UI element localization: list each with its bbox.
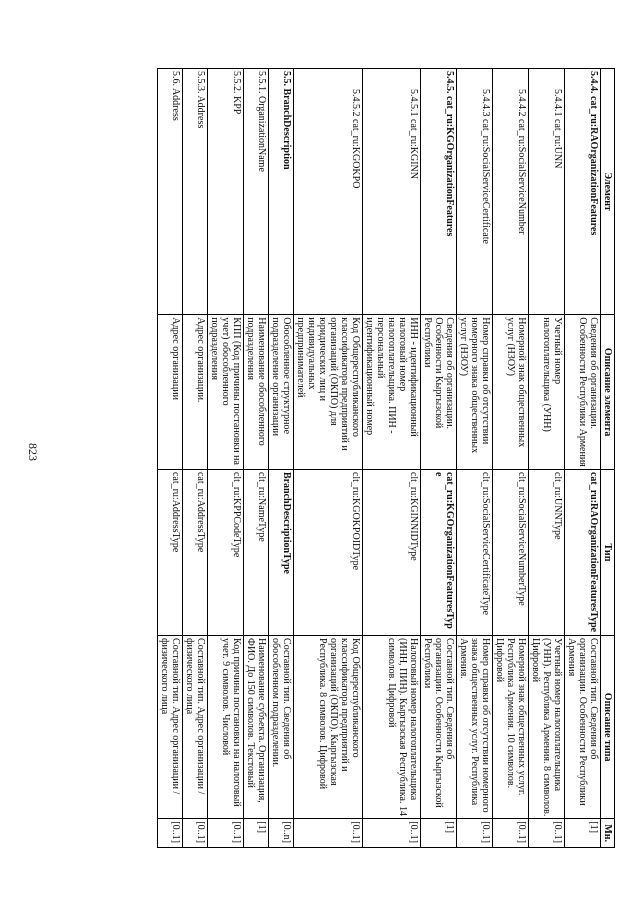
type-name: cat_ru:AddressType [158, 469, 183, 635]
multiplicity: [0..1] [457, 819, 493, 848]
element-description: Учетный номер налогоплательщика (УНН) [529, 315, 565, 470]
type-description: Составной тип. Адрес организации / физического лица [183, 636, 208, 819]
table-row [183, 69, 208, 848]
element-number: 5.5.1. [256, 71, 267, 94]
header-element-description: Описание элемента [601, 315, 615, 470]
type-name: BranchDescriptionType [269, 469, 294, 635]
element-cell [529, 69, 565, 315]
type-name: clt_ru:KGINNIDType [363, 469, 421, 635]
element-description: Номерной знак общественных услуг (НЗОУ) [493, 315, 529, 470]
table-row [294, 69, 363, 848]
type-description: Код Общереспубликанского классификатора предприятий и организаций (ОКПО). Кыргызская Республика. 8 символов. Цифровой [294, 636, 363, 819]
type-description: Номерной знак общественных услуг. Республика Армения. 10 символов. Цифровой [493, 636, 529, 819]
multiplicity: [0..1] [493, 819, 529, 848]
table-row [529, 69, 565, 848]
element-number: 5.4.5.2 [350, 89, 361, 117]
element-name: BranchDescription [281, 88, 292, 170]
element-name: cat_ru:KGOKPO [350, 119, 361, 189]
element-description: Номер справки об отсутствии номерного знака общественных услуг (НЗОУ) [457, 315, 493, 470]
type-name: cat_ru:KGOrganizationFeaturesType [421, 469, 457, 635]
element-description: Наименование обособленного подразделения [244, 315, 269, 470]
header-row [601, 69, 615, 848]
type-name: clt_ru:SocialServiceNumberType [493, 469, 529, 635]
type-name: cat_ru:RAOrganizationFeaturesType [565, 469, 601, 635]
element-cell [183, 69, 208, 315]
type-description: Учетный номер налогоплательщика (УНН). Республика Армения. 8 символов. Цифровой [529, 636, 565, 819]
multiplicity: [0..1] [158, 819, 183, 848]
element-cell [457, 69, 493, 315]
element-name: cat_ru:SocialServiceCertificate [480, 119, 491, 244]
table-row [208, 69, 244, 848]
element-number: 5.6. [170, 71, 181, 86]
multiplicity: [1] [565, 819, 601, 848]
element-cell [269, 69, 294, 315]
type-name: clt_ru:SocialServiceCertificateType [457, 469, 493, 635]
type-name: clt_ru:NameType [244, 469, 269, 635]
header-multiplicity: Мн. [601, 819, 615, 848]
multiplicity: [0..n] [269, 819, 294, 848]
table-row [363, 69, 421, 848]
table-row [244, 69, 269, 848]
multiplicity: [0..1] [294, 819, 363, 848]
type-description: Налоговый номер налогоплательщика (ИНН, ПИН). Кыргызская Республика. 14 символов. Цифровой [363, 636, 421, 819]
table-row [457, 69, 493, 848]
header-element: Элемент [601, 69, 615, 315]
type-name: clt_ru:KPPCodeType [208, 469, 244, 635]
element-name: cat_ru:KGOrganizationFeatures [444, 96, 455, 237]
element-name: OrganizationName [256, 96, 267, 172]
element-name: Address [170, 87, 181, 121]
type-description: Номер справки об отсутствии номерного знака общественных услуг. Республика Армения. [457, 636, 493, 819]
header-type: Тип [601, 469, 615, 635]
element-name: Address [195, 95, 206, 129]
table-row [158, 69, 183, 848]
header-type-description: Описание типа [601, 636, 615, 819]
element-description: Код Общереспубликанского классификатора предприятий и организаций (ОКПО) для юридических лиц и индивидуальных предпринимателей [294, 315, 363, 470]
element-number: 5.4.4.2 [516, 89, 527, 117]
element-description: Сведения об организации. Особенности Республики Армения [565, 315, 601, 470]
type-description: Составной тип. Сведения об организации. Особенности Республики Армения [565, 636, 601, 819]
element-name: KPP [231, 96, 242, 115]
element-name: cat_ru:SocialServiceNumber [516, 119, 527, 235]
element-description: Обособленное структурное подразделение организации [269, 315, 294, 470]
element-name: cat_ru:KGINN [408, 119, 419, 179]
element-cell [158, 69, 183, 315]
spec-table-container [95, 68, 615, 848]
type-name: clt_ru:KGOKPOIDType [294, 469, 363, 635]
element-cell [565, 69, 601, 315]
multiplicity: [0..1] [363, 819, 421, 848]
spec-table [157, 68, 615, 848]
element-cell [208, 69, 244, 315]
element-cell [421, 69, 457, 315]
multiplicity: [0..1] [183, 819, 208, 848]
multiplicity: [0..1] [529, 819, 565, 848]
element-cell [244, 69, 269, 315]
type-description: Наименование субъекта. Организация, ФИО. До 150 символов. Текстовый [244, 636, 269, 819]
element-description: Адрес организации [158, 315, 183, 470]
element-number: 5.5. [281, 71, 292, 86]
element-number: 5.4.4.3 [480, 89, 491, 117]
element-description: Адрес организации. [183, 315, 208, 470]
element-number: 5.4.4. [588, 71, 599, 94]
element-number: 5.4.4.1 [552, 89, 563, 117]
type-description: Составной тип. Адрес организации / физического лица [158, 636, 183, 819]
element-cell [493, 69, 529, 315]
type-description: Составной тип. Сведения об организации. Особенности Кыргызской Республики [421, 636, 457, 819]
page-number: 823 [26, 443, 40, 461]
element-number: 5.4.5. [444, 71, 455, 94]
type-name: cat_ru:AddressType [183, 469, 208, 635]
element-cell [294, 69, 363, 315]
element-number: 5.5.3. [195, 71, 206, 94]
multiplicity: [1] [421, 819, 457, 848]
element-description: Сведения об организации. Особенности Кыргызской Республики [421, 315, 457, 470]
element-cell [363, 69, 421, 315]
type-description: Составной тип. Сведения об обособленном подразделении. [269, 636, 294, 819]
type-name: clt_ru:UNNType [529, 469, 565, 635]
element-description: ИНН - идентификационный налоговый номер налогоплательщика. ПИН - персональный идентификационный номер [363, 315, 421, 470]
element-number: 5.4.5.1 [408, 89, 419, 117]
element-description: КПП (Код причины постановки на учет) обособленного подразделения [208, 315, 244, 470]
element-name: cat_ru:RAOrganizationFeatures [588, 96, 599, 236]
element-name: cat_ru:UNN [552, 119, 563, 169]
multiplicity: [0..1] [208, 819, 244, 848]
multiplicity: [1] [244, 819, 269, 848]
table-row [269, 69, 294, 848]
table-row [565, 69, 601, 848]
table-body [158, 69, 601, 848]
table-row [493, 69, 529, 848]
element-number: 5.5.2. [231, 71, 242, 94]
type-description: Код причины постановки на налоговый учет. 9 символов. Числовой [208, 636, 244, 819]
table-row [421, 69, 457, 848]
